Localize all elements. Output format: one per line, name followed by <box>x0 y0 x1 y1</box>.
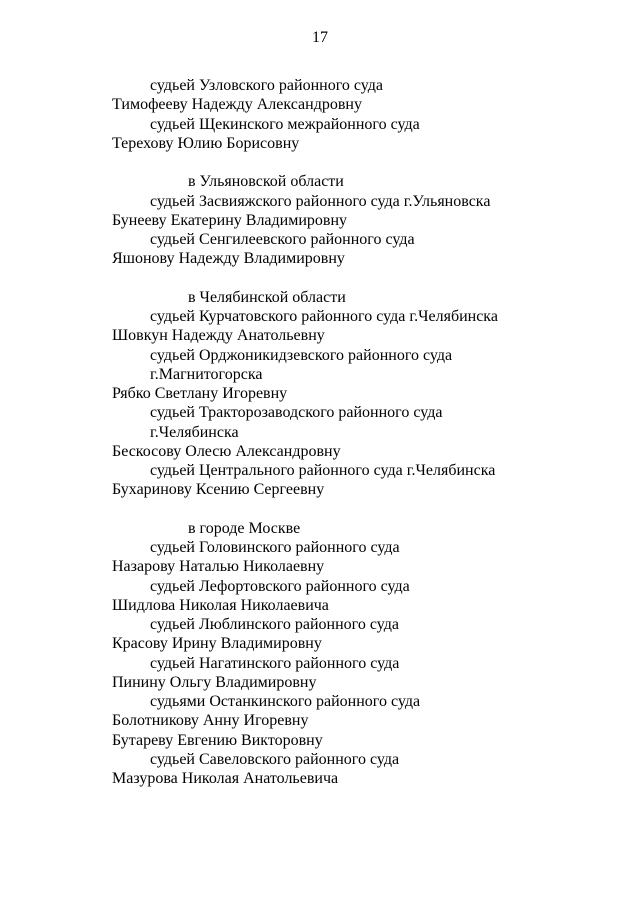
judge-name: Бунееву Екатерину Владимировну <box>112 211 348 229</box>
court-line: судьей Головинского районного суда <box>150 539 400 556</box>
court-line-continuation: г.Челябинска <box>150 423 239 441</box>
court-line: судьей Нагатинского районного суда <box>150 654 400 672</box>
judge-name: Болотникову Анну Игоревну <box>112 712 309 730</box>
court-line: судьей Щекинского межрайонного суда <box>150 115 420 133</box>
page-number: 17 <box>312 29 328 46</box>
court-line: судьей Люблинского районного суда <box>150 616 399 633</box>
judge-name: Яшонову Надежду Владимировну <box>112 250 345 268</box>
judge-name: Бухаринову Ксению Сергеевну <box>112 481 325 499</box>
court-line: судьей Сенгилеевского районного суда <box>150 231 415 248</box>
judge-name: Пинину Ольгу Владимировну <box>112 673 317 691</box>
judge-name: Мазурова Николая Анатольевича <box>112 770 339 787</box>
judge-name: Бутареву Евгению Викторовну <box>112 731 323 749</box>
judge-name: Красову Ирину Владимировну <box>112 635 322 653</box>
court-line: судьей Тракторозаводского районного суда <box>150 404 443 422</box>
judge-name: Терехову Юлию Борисовну <box>112 134 300 152</box>
court-line: судьей Лефортовского районного суда <box>150 577 410 595</box>
judge-name: Рябко Светлану Игоревну <box>112 385 288 402</box>
court-line: судьей Засвияжского районного суда г.Ульяновска <box>150 192 491 210</box>
region-heading: в Ульяновской области <box>188 173 344 191</box>
judge-name: Тимофееву Надежду Александровну <box>112 96 362 114</box>
judge-name: Шовкун Надежду Анатольевну <box>112 327 325 345</box>
court-line: судьей Центрального районного суда г.Челябинска <box>150 462 496 479</box>
region-heading: в городе Москве <box>188 519 301 537</box>
judge-name: Шидлова Николая Николаевича <box>112 596 329 614</box>
court-line: судьей Савеловского районного суда <box>150 750 400 768</box>
region-heading: в Челябинской области <box>188 288 346 306</box>
court-line: судьей Курчатовского районного суда г.Челябинска <box>150 308 498 325</box>
court-line: судьей Узловского районного суда <box>150 77 383 94</box>
judge-name: Назарову Наталью Николаевну <box>112 558 325 576</box>
judge-name: Бескосову Олесю Александровну <box>112 442 341 460</box>
court-line-continuation: г.Магнитогорска <box>150 365 263 383</box>
court-line: судьями Останкинского районного суда <box>150 693 421 710</box>
court-line: судьей Орджоникидзевского районного суда <box>150 346 453 364</box>
